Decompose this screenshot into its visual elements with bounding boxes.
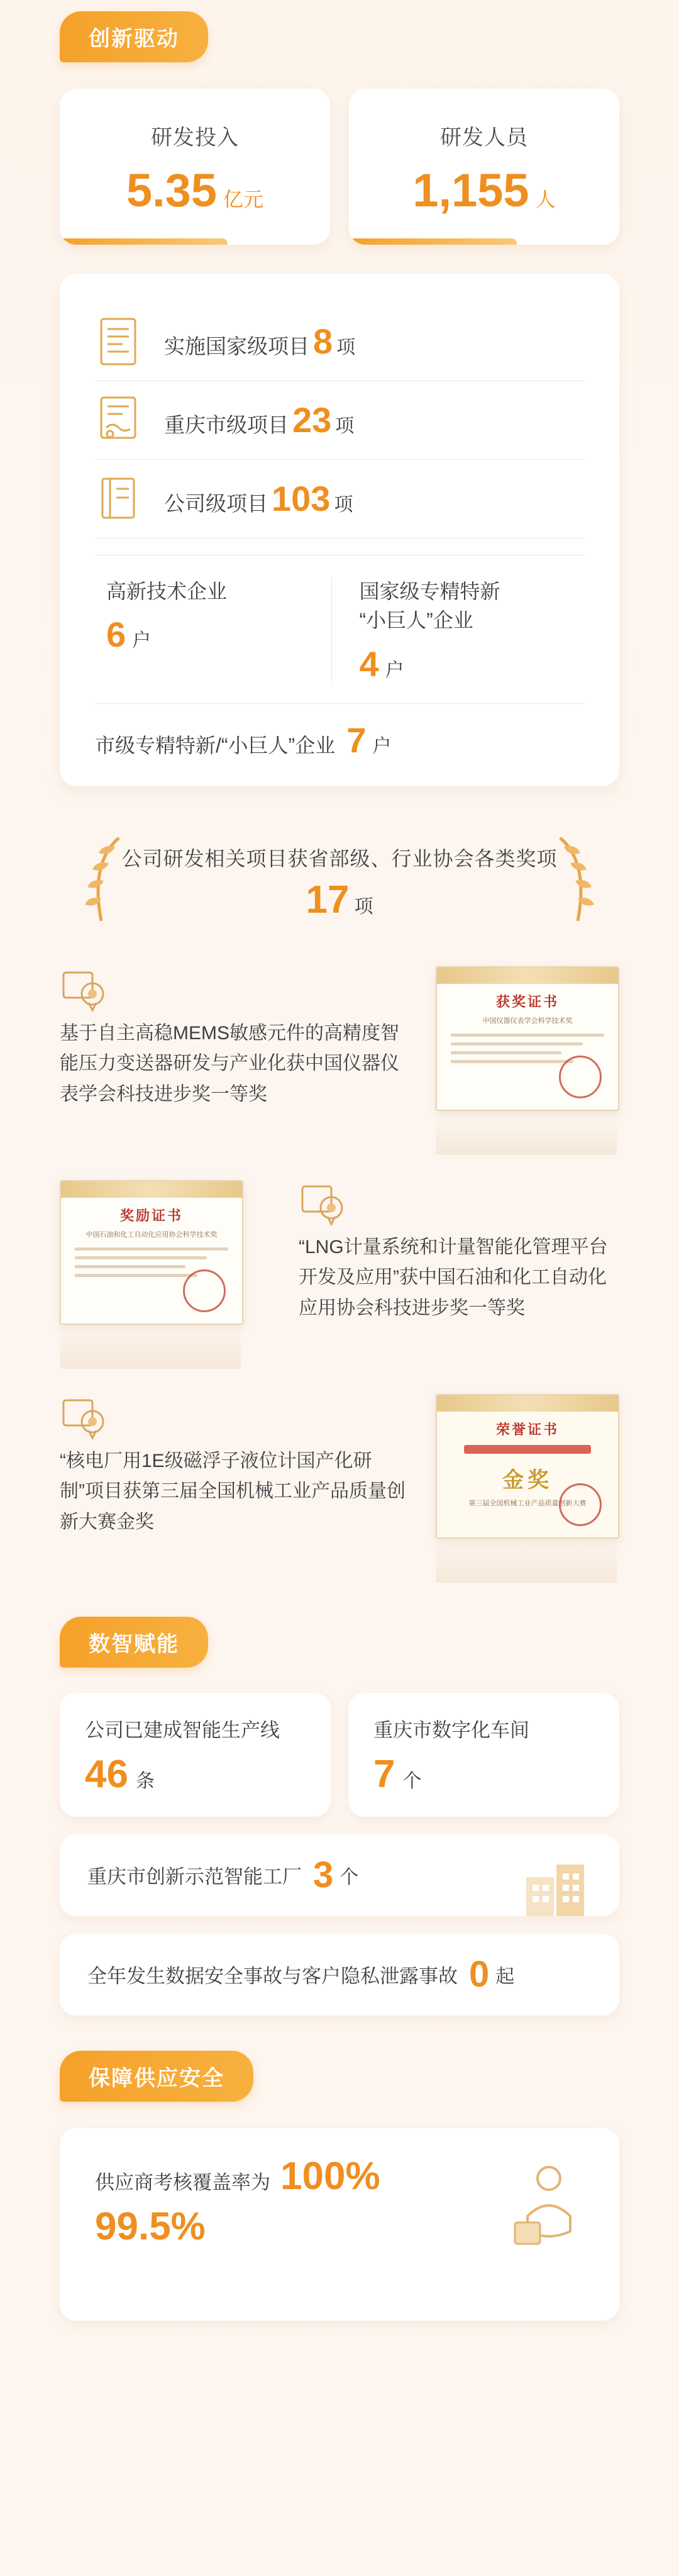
certificate-seal-icon	[183, 1269, 226, 1312]
enterprise-high-tech	[95, 577, 331, 682]
certificate-title: 获奖证书	[495, 993, 559, 1010]
section-title-digital: 数智赋能	[60, 1617, 208, 1668]
enterprise-split	[95, 555, 584, 682]
enterprise-national-little-giant	[331, 577, 585, 682]
award-text: “LNG计量系统和计量智能化管理平台开发及应用”获中国石油和化工自动化应用协会科技进步奖一等奖	[299, 1236, 608, 1319]
awards-banner-value	[306, 878, 373, 922]
project-unit: 项	[335, 415, 355, 437]
project-number: 103	[272, 478, 331, 518]
enterprise-value-row	[359, 644, 573, 684]
certificate-wrap	[436, 1394, 619, 1583]
certificate-subtitle: 第三届全国机械工业产品质量创新大赛	[468, 1499, 587, 1507]
award-body	[60, 1394, 408, 1538]
stat-value: 7	[373, 1752, 395, 1796]
certificate-top-band	[437, 1395, 618, 1412]
certificate-seal-icon	[559, 1056, 602, 1098]
stat-card-smart-factory	[60, 1834, 619, 1916]
project-unit: 项	[336, 337, 356, 358]
stat-label: 重庆市数字化车间	[373, 1719, 529, 1741]
certificate-subtitle: 中国石油和化工自动化应用协会科学技术奖	[86, 1230, 218, 1239]
certificate-title: 荣誉证书	[495, 1421, 559, 1437]
project-row	[95, 381, 584, 460]
stat-label: 研发投入	[151, 125, 239, 150]
enterprise-unit: 户	[132, 630, 152, 652]
certificate-image	[436, 966, 619, 1111]
project-text	[164, 478, 353, 518]
stat-card-smart-lines	[60, 1693, 331, 1817]
supply-value: 99.5%	[95, 2204, 206, 2248]
enterprise-number: 4	[359, 644, 379, 684]
accent-bar	[349, 238, 517, 245]
certificate-reflection	[60, 1325, 241, 1369]
enterprise-value-row	[106, 615, 320, 655]
certificate-reflection	[436, 1539, 617, 1583]
supply-label: 供应商考核覆盖率为	[95, 2171, 270, 2194]
project-label: 重庆市级项目	[164, 413, 289, 437]
certificate-top-band	[61, 1181, 242, 1198]
certificate-reflection	[436, 1111, 617, 1155]
award-text: “核电厂用1E级磁浮子液位计国产化研制”项目获第三届全国机械工业产品质量创新大赛金奖	[60, 1450, 406, 1532]
projects-card	[60, 274, 619, 786]
project-row	[95, 303, 584, 381]
certificate-gold-label: 金奖	[502, 1468, 553, 1492]
enterprise-label: 市级专精特新/“小巨人”企业	[95, 733, 336, 757]
stat-card-data-incidents	[60, 1934, 619, 2016]
enterprise-label: 高新技术企业	[106, 580, 228, 603]
award-text: 基于自主高稳MEMS敏感元件的高精度智能压力变送器研发与产业化获中国仪器仪表学会科技进步奖一等奖	[60, 1022, 399, 1105]
project-row	[95, 460, 584, 538]
bottom-spacer	[0, 2321, 679, 2358]
stat-value: 0	[469, 1953, 490, 1995]
digital-duo-row	[60, 1693, 619, 1817]
medal-icon	[299, 1221, 348, 1232]
stat-unit: 条	[135, 1770, 155, 1792]
stat-value: 3	[313, 1854, 334, 1895]
scroll-icon	[95, 316, 141, 367]
book-icon	[95, 474, 141, 524]
certificate-red-band	[464, 1445, 591, 1454]
medal-icon	[60, 1435, 109, 1446]
stat-unit: 起	[495, 1966, 515, 1987]
award-item-2	[60, 1180, 619, 1369]
stat-value-row	[412, 164, 556, 216]
enterprise-number: 7	[346, 720, 367, 760]
supply-section	[0, 2051, 679, 2321]
digital-section	[0, 1617, 679, 2016]
certificate-title: 奖励证书	[119, 1207, 183, 1224]
certificate-wrap	[60, 1180, 243, 1369]
project-number: 23	[292, 399, 332, 440]
awards-banner	[60, 822, 619, 941]
stat-unit: 人	[535, 187, 556, 211]
top-stats-row	[60, 89, 619, 245]
stat-value-row	[373, 1752, 594, 1796]
awards-banner-number: 17	[306, 878, 350, 922]
project-label: 实施国家级项目	[164, 334, 309, 358]
stat-unit: 个	[340, 1866, 359, 1888]
stat-value: 46	[85, 1752, 128, 1796]
stat-value-row	[85, 1752, 306, 1796]
enterprise-municipal-little-giant	[95, 703, 584, 759]
hand-doc-icon	[95, 395, 141, 445]
supply-value: 100%	[280, 2154, 380, 2198]
medal-icon	[60, 1007, 109, 1018]
certificate-seal-icon	[559, 1483, 602, 1526]
accent-bar	[60, 238, 228, 245]
section-title-supply: 保障供应安全	[60, 2051, 253, 2102]
project-number: 8	[313, 321, 333, 361]
laurel-leaf-right-icon	[551, 833, 597, 927]
stat-card-rnd-invest	[60, 89, 330, 245]
stat-label: 公司已建成智能生产线	[85, 1719, 280, 1741]
stat-unit: 亿元	[223, 187, 264, 211]
stat-card-digital-workshop	[348, 1693, 619, 1817]
certificate-top-band	[437, 967, 618, 984]
stat-label: 重庆市创新示范智能工厂	[87, 1866, 302, 1888]
project-text	[164, 321, 356, 361]
project-text	[164, 399, 355, 440]
certificate-image	[436, 1394, 619, 1539]
certificate-wrap	[436, 966, 619, 1155]
stat-card-rnd-people	[349, 89, 619, 245]
factory-icon	[521, 1856, 590, 1916]
project-unit: 项	[334, 494, 353, 515]
certificate-subtitle: 中国仪器仪表学会科学技术奖	[482, 1017, 573, 1025]
stat-unit: 个	[402, 1770, 422, 1792]
award-body	[299, 1180, 619, 1324]
enterprise-label-line1: 国家级专精特新	[359, 580, 500, 603]
stat-label: 全年发生数据安全事故与客户隐私泄露事故	[87, 1965, 458, 1988]
section-title-innovation: 创新驱动	[60, 11, 208, 62]
project-label: 公司级项目	[164, 491, 268, 515]
stat-value: 5.35	[126, 164, 217, 216]
supply-stats-card	[60, 2128, 619, 2321]
enterprise-unit: 户	[372, 735, 392, 757]
innovation-section	[0, 0, 679, 786]
laurel-leaf-left-icon	[82, 833, 128, 927]
stat-value: 1,155	[412, 164, 529, 216]
stat-value-row	[126, 164, 264, 216]
awards-banner-unit: 项	[354, 896, 373, 917]
award-body	[60, 966, 408, 1110]
enterprise-label-line2: “小巨人”企业	[359, 609, 473, 632]
certificate-image	[60, 1180, 243, 1325]
stat-label: 研发人员	[440, 125, 528, 150]
supplier-person-icon	[510, 2162, 585, 2250]
award-item-3	[60, 1394, 619, 1583]
enterprise-number: 6	[106, 615, 126, 655]
awards-banner-text: 公司研发相关项目获省部级、行业协会各类奖项	[121, 847, 558, 870]
enterprise-unit: 户	[385, 659, 404, 681]
award-item-1	[60, 966, 619, 1155]
